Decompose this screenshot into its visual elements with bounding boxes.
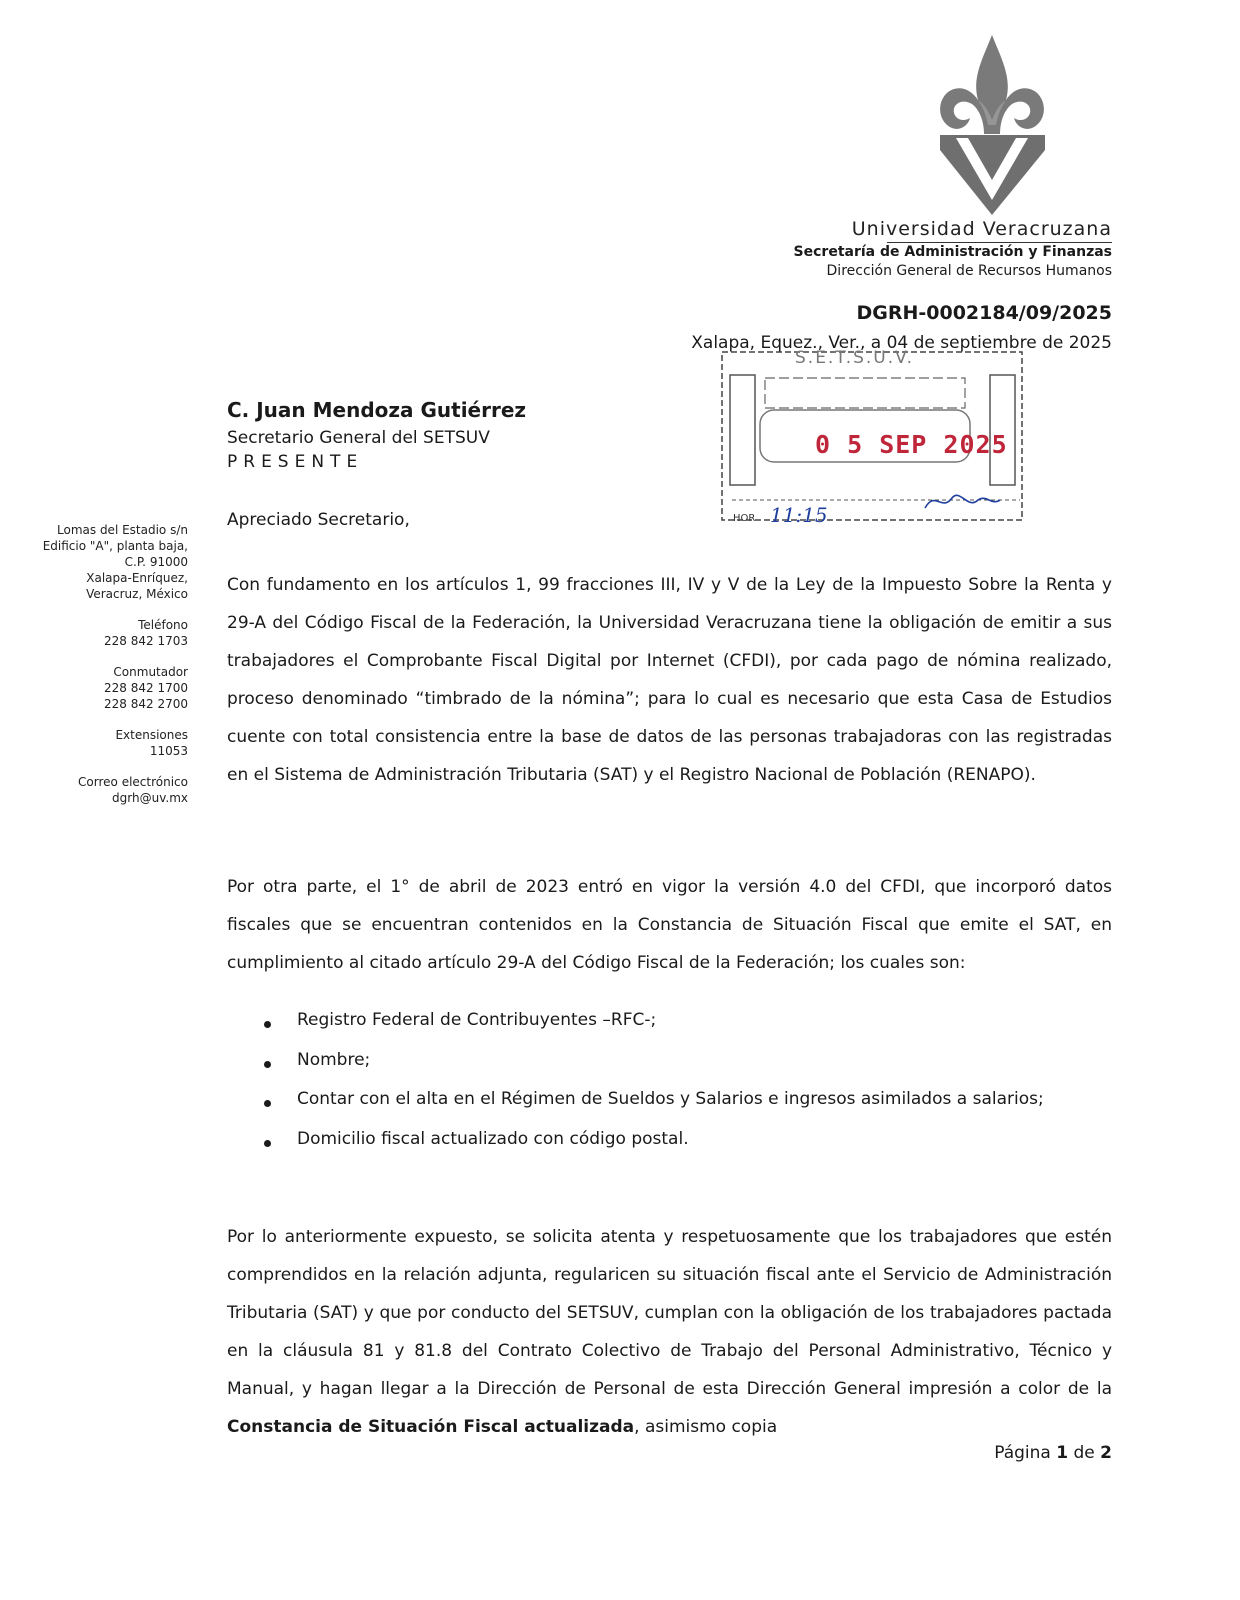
page-label: Página (994, 1443, 1051, 1463)
list-item-text: Nombre; (297, 1049, 371, 1070)
address-line: Edificio "A", planta baja, (42, 539, 188, 553)
email-address: dgrh@uv.mx (112, 791, 188, 805)
addressee-title: Secretario General del SETSUV (227, 428, 490, 448)
stamp-union-name: S.E.T.S.U.V. (795, 348, 914, 368)
extensions-label: Extensiones (115, 728, 188, 742)
list-item (262, 1010, 1044, 1050)
bullet-icon (264, 1140, 271, 1147)
paragraph-request (227, 1218, 1112, 1446)
request-text-end: , asimismo copia (634, 1417, 778, 1437)
extensions-number: 11053 (149, 744, 188, 758)
list-item-text: Registro Federal de Contribuyentes –RFC-; (297, 1010, 657, 1030)
list-item (262, 1050, 1044, 1090)
bullet-icon (264, 1100, 271, 1107)
sidebar-switchboard (40, 664, 188, 712)
stamp-handwritten-time: 11:15 (770, 503, 828, 527)
directorate-name: Dirección General de Recursos Humanos (826, 263, 1112, 279)
university-name: Universidad Veracruzana (851, 218, 1112, 240)
addressee-name: C. Juan Mendoza Gutiérrez (227, 398, 527, 422)
list-item-text: Domicilio fiscal actualizado con código postal. (297, 1128, 689, 1149)
request-bold-text: Constancia de Situación Fiscal actualizada (227, 1417, 635, 1437)
document-reference: DGRH-0002184/09/2025 (856, 302, 1112, 324)
fiscal-data-list (262, 1010, 1044, 1168)
university-underline (887, 242, 1112, 243)
switchboard-number: 228 842 2700 (104, 697, 188, 711)
stamp-hora-label: HOR (733, 513, 756, 524)
secretariat-name: Secretaría de Administración y Finanzas (793, 244, 1112, 260)
switchboard-number: 228 842 1700 (104, 681, 188, 695)
list-item (262, 1089, 1044, 1129)
switchboard-label: Conmutador (113, 665, 188, 679)
page-of: de (1073, 1443, 1095, 1463)
greeting: Apreciado Secretario, (227, 510, 410, 530)
address-line: Veracruz, México (86, 587, 188, 601)
sidebar-address (40, 522, 188, 602)
phone-label: Teléfono (138, 618, 188, 632)
paragraph-legal-basis: Con fundamento en los artículos 1, 99 fracciones III, IV y V de la Ley de la Impuesto Sobre la Renta y 29-A del Código Fiscal de la Federación, la Universidad Veracruzana tiene la obligación de emitir a sus trabajadores el Comprobante Fiscal Digital por Internet (CFDI), por cada pago de nómina realizado, proceso denominado “timbrado de la nómina”; para lo cual es necesario que esta Casa de Estudios cuente con total consistencia entre la base de datos de las personas trabajadoras con las registradas en el Sistema de Administración Tributaria (SAT) y el Registro Nacional de Población (RENAPO). (227, 575, 1112, 785)
contact-sidebar (40, 522, 188, 821)
address-line: C.P. 91000 (124, 555, 188, 569)
address-line: Lomas del Estadio s/n (57, 523, 188, 537)
list-item-text: Contar con el alta en el Régimen de Sueldos y Salarios e ingresos asimilados a salarios; (297, 1089, 1044, 1109)
address-line: Xalapa-Enríquez, (86, 571, 188, 585)
page-current: 1 (1056, 1443, 1069, 1463)
list-item (262, 1129, 1044, 1169)
place-date: Xalapa, Equez., Ver., a 04 de septiembre de 2025 (691, 333, 1112, 353)
request-text: Por lo anteriormente expuesto, se solicita atenta y respetuosamente que los trabajadores que estén comprendidos en la relación adjunta, regularicen su situación fiscal ante el Servicio de Administración Tributaria (SAT) y que por conducto del SETSUV, cumplan con la obligación de los trabajadores pactada en la cláusula 81 y 81.8 del Contrato Colectivo de Trabajo del Personal Administrativo, Técnico y Manual, y hagan llegar a la Dirección de Personal de esta Dirección General impresión a color de la (227, 1227, 1112, 1399)
addressee-presente: PRESENTE (227, 452, 364, 472)
sidebar-phone (40, 617, 188, 649)
email-label: Correo electrónico (78, 775, 188, 789)
bullet-icon (264, 1061, 271, 1068)
page-number (994, 1443, 1112, 1463)
sidebar-extensions (40, 727, 188, 759)
uv-logo (930, 30, 1055, 220)
bullet-icon (264, 1021, 271, 1028)
sidebar-email (40, 774, 188, 806)
stamp-date: 0 5 SEP 2025 (815, 430, 1008, 459)
page-total: 2 (1100, 1443, 1112, 1463)
phone-number: 228 842 1703 (104, 634, 188, 648)
paragraph-cfdi-version: Por otra parte, el 1° de abril de 2023 entró en vigor la versión 4.0 del CFDI, que incorporó datos fiscales que se encuentran contenidos en la Constancia de Situación Fiscal que emite el SAT, en cumplimiento al citado artículo 29-A del Código Fiscal de la Federación; los cuales son: (227, 877, 1112, 973)
